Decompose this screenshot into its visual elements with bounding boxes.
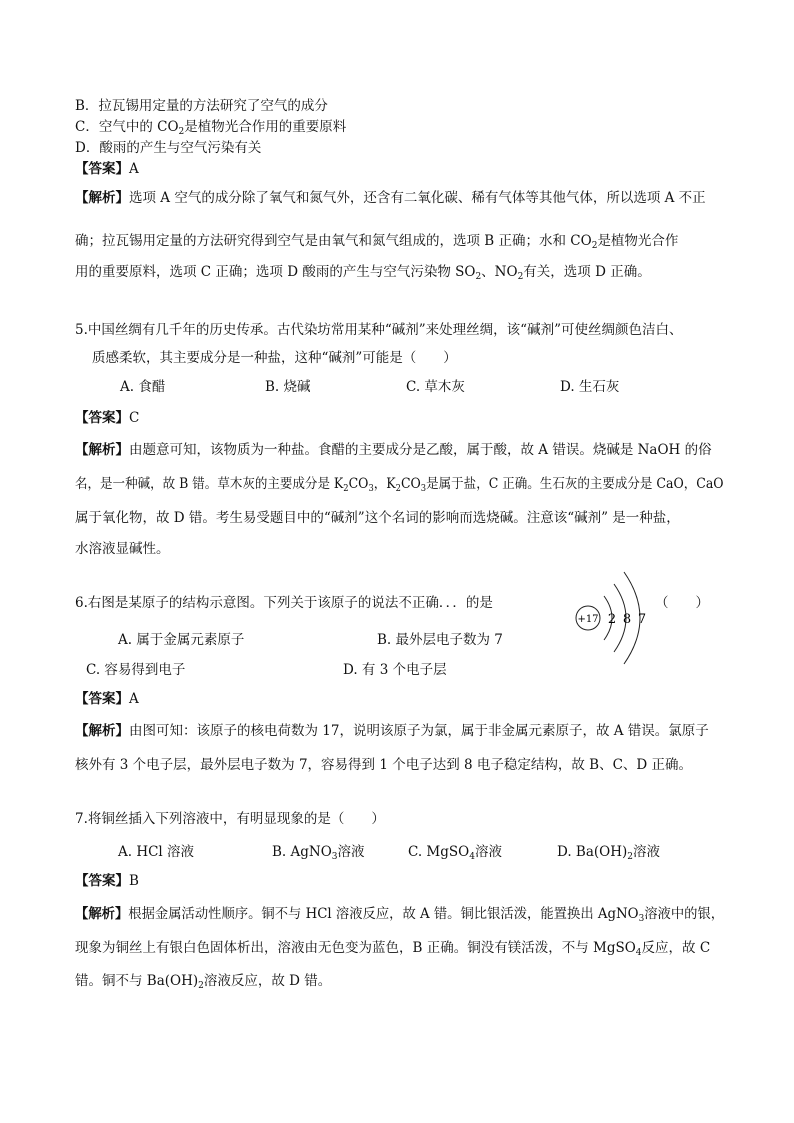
- analysis-label: 【解析】: [75, 442, 129, 458]
- answer-label: 【答案】: [75, 410, 129, 426]
- text: ，K: [373, 476, 396, 492]
- text: 根据金属活动性顺序。铜不与 HCl 溶液反应，故 A 错。铜比银活泼，能置换出 AgNO: [128, 906, 639, 922]
- q7-stem: 7.将铜丝插入下列溶液中，有明显现象的是（ ）: [75, 811, 385, 827]
- q6-option-a: A. 属于金属元素原子: [118, 632, 245, 648]
- text: 反应，故 C: [641, 940, 711, 956]
- q6-option-d: D. 有 3 个电子层: [343, 662, 447, 678]
- q5-analysis-line-3: 属于氧化物，故 D 错。考生易受题目中的“碱剂”这个名词的影响而选烧碱。注意该“碱剂” 是一种盐，: [75, 510, 680, 526]
- text: 有关，选项 D 正确。: [523, 264, 651, 280]
- q5-option-c: C. 草木灰: [406, 379, 465, 395]
- answer-value: C: [129, 410, 140, 426]
- q6-analysis-line-1: [75, 722, 709, 740]
- q7-option-b: [272, 843, 365, 866]
- text: CO: [400, 476, 421, 492]
- subscript: 3: [420, 484, 427, 494]
- analysis-label: 【解析】: [75, 723, 129, 739]
- subscript: 2: [591, 241, 598, 251]
- text: 确；拉瓦锡用定量的方法研究得到空气是由氧气和氮气组成的，选项 B 正确；水和 CO: [75, 233, 592, 249]
- q6-option-c: C. 容易得到电子: [86, 662, 186, 678]
- q5-analysis-line-2: [75, 475, 724, 498]
- q5-stem-line-2: 质感柔软，其主要成分是一种盐，这种“碱剂”可能是（ ）: [92, 350, 457, 366]
- q4-option-d: D．酸雨的产生与空气污染有关: [75, 140, 262, 156]
- shell-1-electrons: 2: [607, 612, 617, 627]
- q5-option-a: A. 食醋: [120, 379, 166, 395]
- subscript: 3: [368, 484, 374, 494]
- text: 溶液: [474, 844, 502, 860]
- q7-analysis-line-2: [75, 939, 710, 962]
- text: 名，是一种碱，故 B 错。草木灰的主要成分是 K: [75, 476, 344, 492]
- q7-option-d: [557, 843, 660, 866]
- subscript: 2: [517, 272, 524, 282]
- text: 是属于盐，C 正确。生石灰的主要成分是 CaO，CaO: [426, 476, 724, 492]
- shell-3-electrons: 7: [637, 612, 647, 627]
- q7-option-c: [408, 843, 502, 866]
- subscript: 3: [331, 852, 338, 862]
- subscript: 2: [627, 852, 634, 862]
- analysis-label: 【解析】: [75, 190, 129, 206]
- q7-analysis-line-1: [75, 905, 724, 928]
- q4-option-c: [75, 118, 346, 141]
- subscript: 2: [198, 981, 204, 991]
- text: 由题意可知，该物质为一种盐。食醋的主要成分是乙酸，属于酸，故 A 错误。烧碱是 NaOH 的俗: [129, 442, 712, 458]
- q4-analysis-line-3: [75, 263, 651, 286]
- subscript: 2: [475, 272, 482, 282]
- q5-stem-line-1: 5.中国丝绸有几千年的历史传承。古代染坊常用某种“碱剂”来处理丝绸，该“碱剂”可使丝绸颜色洁白、: [75, 322, 683, 338]
- text: 选项 A 空气的成分除了氧气和氮气外，还含有二氧化碳、稀有气体等其他气体，所以选项 A 不正: [129, 190, 706, 206]
- answer-value: A: [129, 161, 139, 177]
- q7-option-a: A. HCl 溶液: [118, 844, 195, 860]
- text: 溶液: [633, 844, 661, 860]
- q4-answer: [75, 160, 139, 178]
- q6-stem: 6.右图是某原子的结构示意图。下列关于该原子的说法不正确．．．的是: [75, 595, 493, 611]
- subscript: 4: [635, 948, 642, 958]
- text: 现象为铜丝上有银白色固体析出，溶液由无色变为蓝色，B 正确。铜没有镁活泼，不与 MgSO: [75, 940, 636, 956]
- answer-label: 【答案】: [75, 873, 129, 889]
- subscript: 2: [343, 484, 349, 494]
- nucleus-charge: +17: [577, 614, 599, 625]
- text: C．空气中的 CO: [75, 119, 179, 135]
- q7-answer: [75, 872, 139, 890]
- text: 溶液反应，故 D 错。: [203, 973, 332, 989]
- text: 溶液中的银，: [644, 906, 725, 922]
- q5-analysis-line-1: [75, 441, 712, 459]
- answer-value: A: [129, 691, 139, 707]
- q6-answer: [75, 690, 139, 708]
- q4-analysis-line-1: [75, 189, 706, 207]
- analysis-label: 【解析】: [75, 906, 129, 922]
- subscript: 2: [395, 484, 401, 494]
- text: 错。铜不与 Ba(OH): [75, 973, 199, 989]
- q5-option-b: B. 烧碱: [265, 379, 311, 395]
- answer-label: 【答案】: [75, 161, 129, 177]
- q6-option-b: B. 最外层电子数为 7: [377, 632, 503, 648]
- subscript: 3: [638, 914, 645, 924]
- text: 用的重要原料，选项 C 正确；选项 D 酸雨的产生与空气污染物 SO: [75, 264, 476, 280]
- q6-paren: （ ）: [655, 595, 709, 611]
- atom-structure-diagram: [570, 568, 656, 676]
- q7-analysis-line-3: [75, 972, 331, 995]
- text: 是植物光合作用的重要原料: [184, 119, 347, 135]
- q4-option-b: B．拉瓦锡用定量的方法研究了空气的成分: [75, 98, 328, 114]
- text: 由图可知：该原子的核电荷数为 17，说明该原子为氯，属于非金属元素原子，故 A 错误。氯原子: [129, 723, 709, 739]
- text: D. Ba(OH): [557, 844, 628, 860]
- answer-label: 【答案】: [75, 691, 129, 707]
- answer-value: B: [129, 873, 139, 889]
- text: C. MgSO: [408, 844, 470, 860]
- text: B. AgNO: [272, 844, 332, 860]
- q5-option-d: D. 生石灰: [560, 379, 620, 395]
- text: 是植物光合作: [597, 233, 679, 249]
- subscript: 2: [178, 127, 185, 137]
- q4-analysis-line-2: [75, 232, 678, 255]
- text: 溶液: [337, 844, 365, 860]
- shell-2-electrons: 8: [622, 612, 632, 627]
- subscript: 4: [469, 852, 475, 862]
- q5-analysis-line-4: 水溶液显碱性。: [75, 541, 170, 557]
- text: CO: [348, 476, 369, 492]
- q6-analysis-line-2: 核外有 3 个电子层，最外层电子数为 7，容易得到 1 个电子达到 8 电子稳定结构，故 B、C、D 正确。: [75, 757, 693, 773]
- q5-answer: [75, 409, 139, 427]
- text: 、NO: [481, 264, 518, 280]
